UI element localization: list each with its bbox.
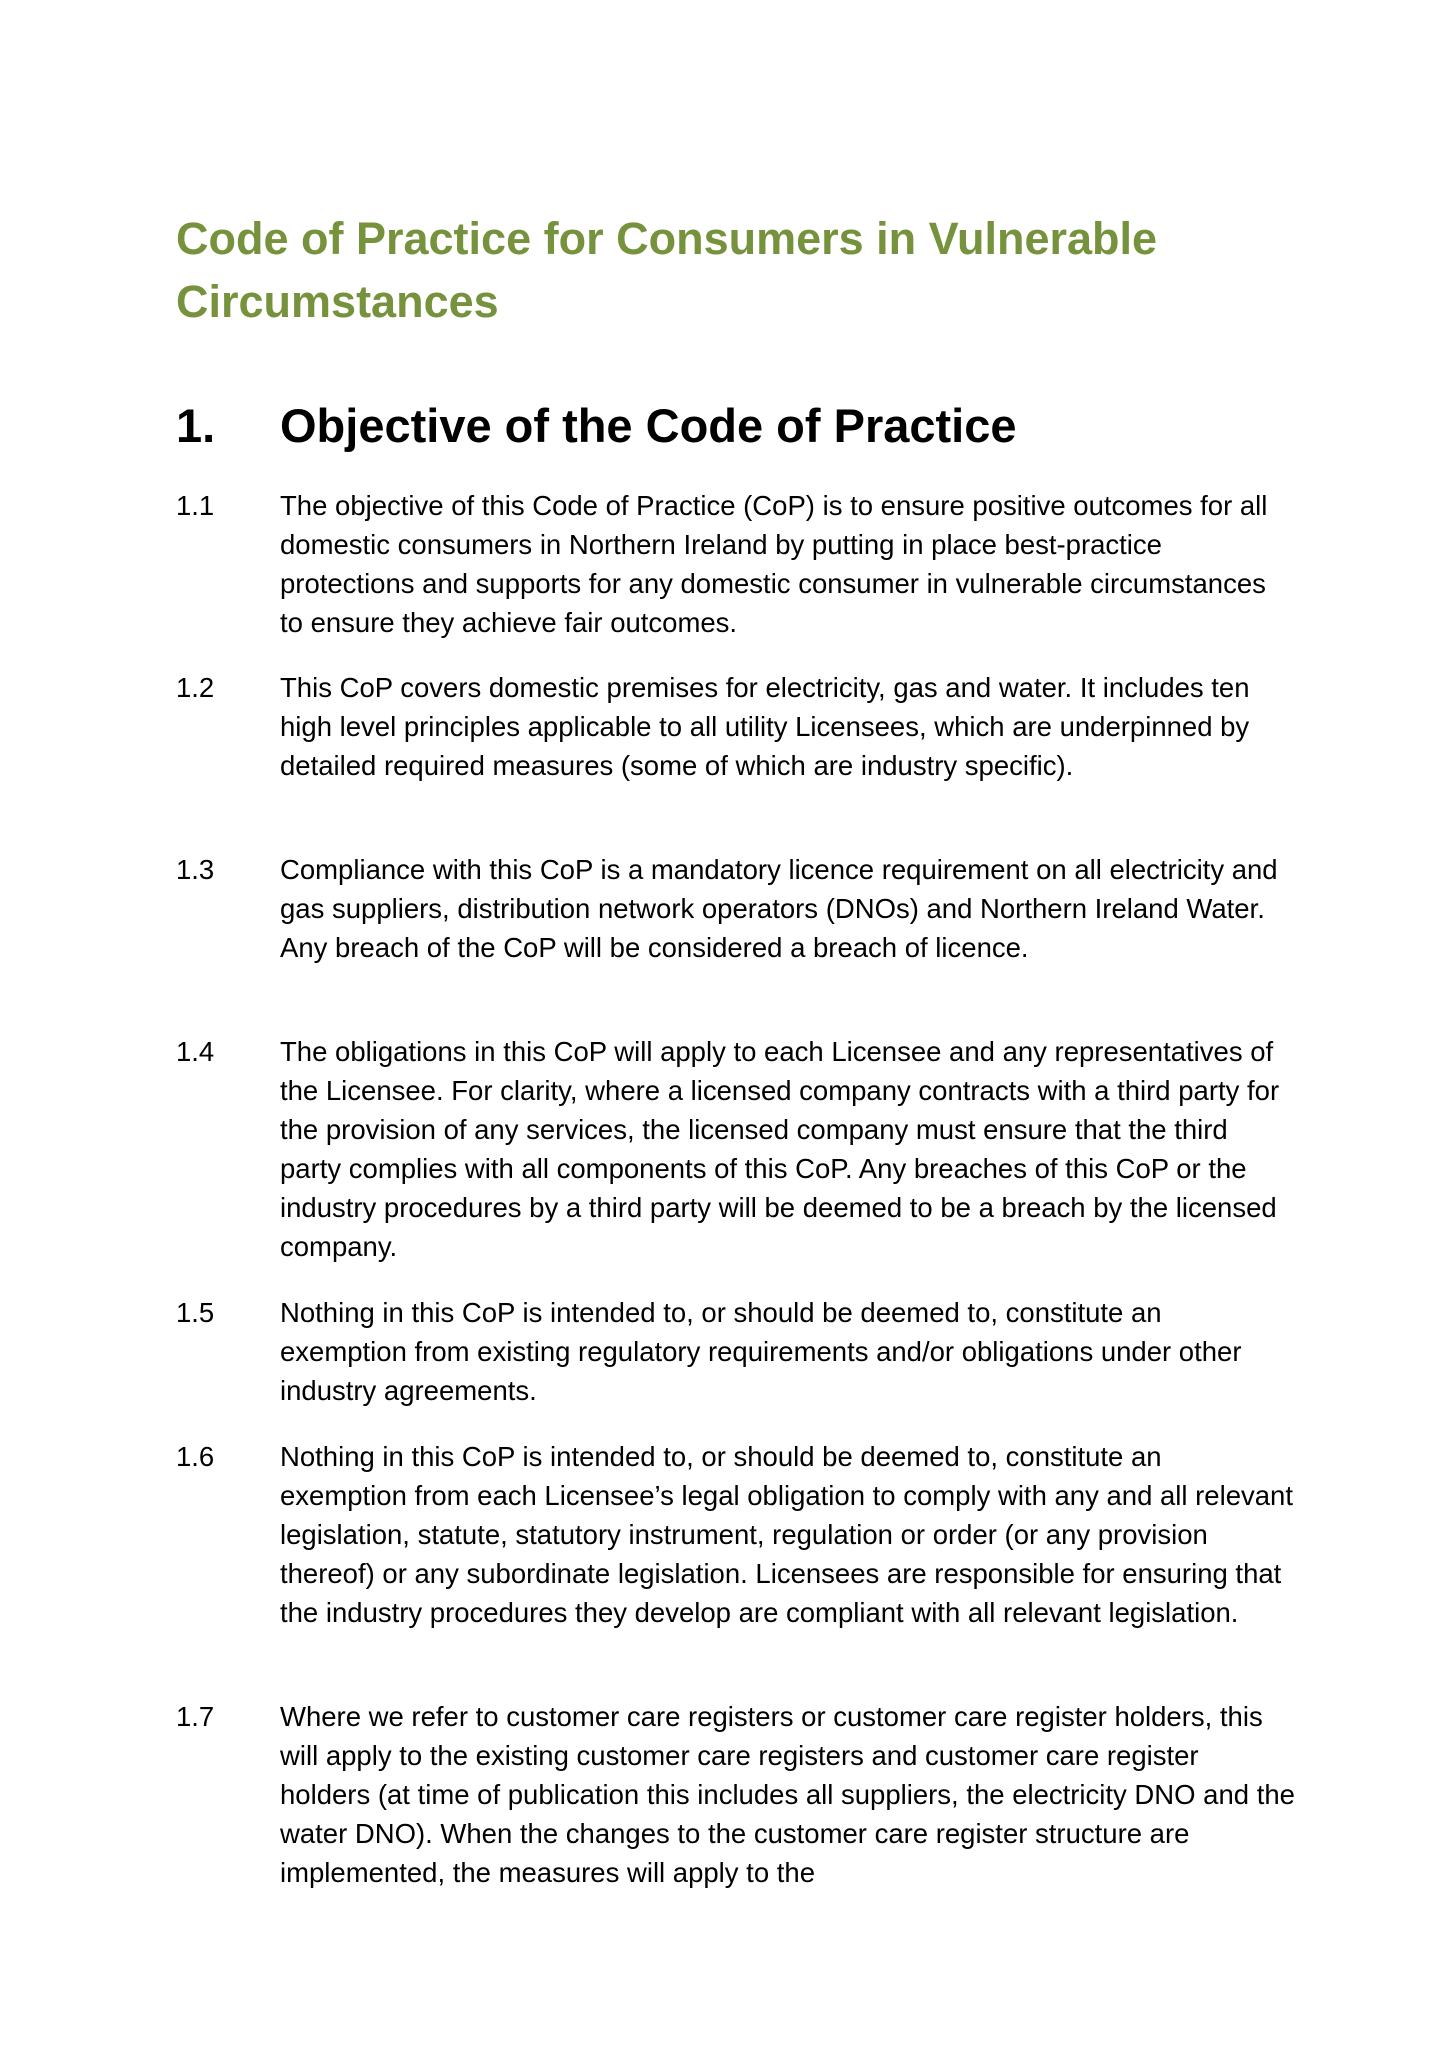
document-title: Code of Practice for Consumers in Vulnerable Circumstances bbox=[176, 213, 1158, 327]
clause-number: 1.2 bbox=[176, 672, 215, 703]
clause-text: The obligations in this CoP will apply to each Licensee and any representatives of the Licensee. For clarity, where a licensed company contracts with a third party for the provision of any services, the licensed company must ensure that the third party complies with all components of this CoP. Any breaches of this CoP or the industry procedures by a third party will be deemed to be a breach by the licensed company. bbox=[280, 1036, 1280, 1262]
clause-text: Where we refer to customer care registers or customer care register holders, this will apply to the existing customer care registers and customer care register holders (at time of publication this includes all suppliers, the electricity DNO and the water DNO). When the changes to the customer care register structure are implemented, the measures will apply to the bbox=[280, 1701, 1295, 1888]
clause-number: 1.1 bbox=[176, 490, 215, 521]
clause-number: 1.7 bbox=[176, 1701, 215, 1732]
section-number: 1. bbox=[176, 399, 216, 452]
clause-text: This CoP covers domestic premises for electricity, gas and water. It includes ten high level principles applicable to all utility Licensees, which are underpinned by detailed required measures (some of which are industry specific). bbox=[280, 672, 1250, 781]
clause-text: Compliance with this CoP is a mandatory licence requirement on all electricity and gas suppliers, distribution network operators (DNOs) and Northern Ireland Water. Any breach of the CoP will be considered a breach of licence. bbox=[280, 854, 1278, 963]
clause-text: The objective of this Code of Practice (CoP) is to ensure positive outcomes for all domestic consumers in Northern Ireland by putting in place best-practice protections and supports for any domestic consumer in vulnerable circumstances to ensure they achieve fair outcomes. bbox=[280, 490, 1268, 638]
section-heading bbox=[176, 396, 1296, 456]
clause-number: 1.6 bbox=[176, 1441, 215, 1472]
clause-text: Nothing in this CoP is intended to, or should be deemed to, constitute an exemption from existing regulatory requirements and/or obligations under other industry agreements. bbox=[280, 1297, 1242, 1406]
clause-text: Nothing in this CoP is intended to, or should be deemed to, constitute an exemption from each Licensee’s legal obligation to comply with any and all relevant legislation, statute, statutory instrument, regulation or order (or any provision thereof) or any subordinate legislation. Licensees are responsible for ensuring that the industry procedures they develop are compliant with all relevant legislation. bbox=[280, 1441, 1293, 1628]
clause-number: 1.4 bbox=[176, 1036, 215, 1067]
clause-number: 1.5 bbox=[176, 1297, 215, 1328]
clause-number: 1.3 bbox=[176, 854, 215, 885]
section-heading-text: Objective of the Code of Practice bbox=[280, 399, 1017, 452]
